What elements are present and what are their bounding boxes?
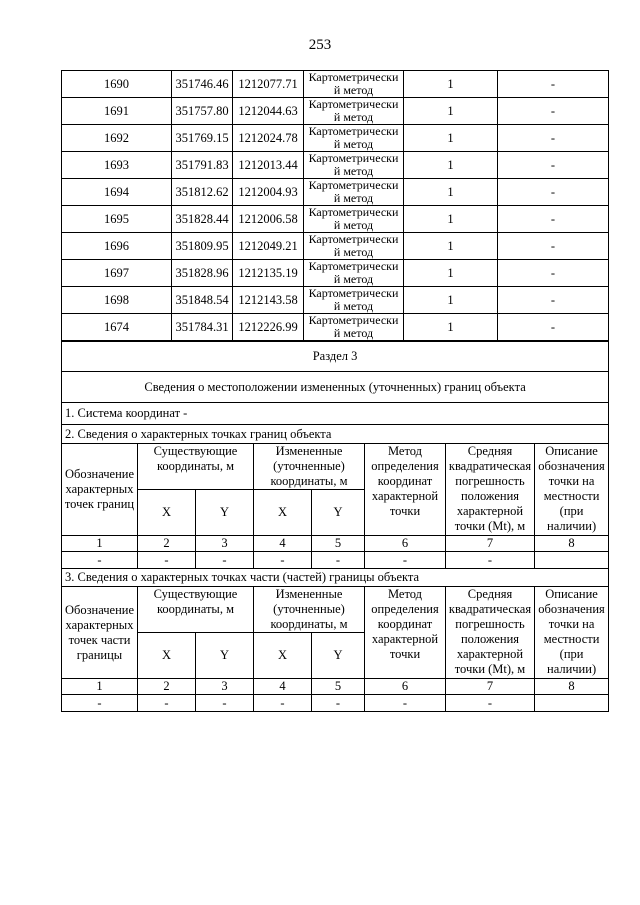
col-designation: Обозначение характерных точек границ [62, 444, 138, 536]
cell-id: 1694 [62, 179, 172, 206]
cell-method: Картометрически й метод [304, 179, 404, 206]
table-cell: - [138, 552, 196, 569]
table-row [62, 179, 609, 206]
col-changed: Измененные (уточненные) координаты, м [254, 444, 365, 490]
table-row [62, 125, 609, 152]
cell-description: - [498, 287, 609, 314]
cell-method: Картометрически й метод [304, 152, 404, 179]
section-title: Раздел 3 [62, 342, 609, 372]
cell-y: 1212006.58 [233, 206, 304, 233]
table-row [62, 314, 609, 341]
table-cell [535, 552, 609, 569]
cell-accuracy: 1 [404, 98, 498, 125]
cell-method: Картометрически й метод [304, 260, 404, 287]
table-cell: 4 [254, 679, 312, 695]
cell-accuracy: 1 [404, 152, 498, 179]
coord-system: 1. Система координат - [62, 403, 609, 425]
page-number: 253 [308, 37, 332, 53]
cell-description: - [498, 314, 609, 341]
col-existing-x: X [138, 490, 196, 536]
cell-y: 1212135.19 [233, 260, 304, 287]
coord-system-row [62, 403, 609, 425]
cell-method: Картометрически й метод [304, 314, 404, 341]
col-existing-x: X [138, 633, 196, 679]
cell-description: - [498, 179, 609, 206]
part3-title: 3. Сведения о характерных точках части (частей) границы объекта [62, 569, 609, 587]
points-table [61, 70, 609, 341]
cell-id: 1695 [62, 206, 172, 233]
points-table-body [62, 71, 609, 341]
cell-id: 1674 [62, 314, 172, 341]
cell-description: - [498, 98, 609, 125]
table-cell: - [138, 695, 196, 712]
cell-id: 1698 [62, 287, 172, 314]
part2-header-row [62, 444, 609, 490]
table-cell [535, 695, 609, 712]
col-changed-y: Y [312, 633, 365, 679]
col-changed-x: X [254, 633, 312, 679]
table-cell: 2 [138, 679, 196, 695]
cell-accuracy: 1 [404, 233, 498, 260]
cell-x: 351757.80 [172, 98, 233, 125]
cell-x: 351828.44 [172, 206, 233, 233]
cell-y: 1212024.78 [233, 125, 304, 152]
cell-accuracy: 1 [404, 125, 498, 152]
table-cell: 6 [365, 536, 446, 552]
col-designation: Обозначение характерных точек части границы [62, 587, 138, 679]
table-cell: 3 [196, 536, 254, 552]
table-cell: - [365, 552, 446, 569]
col-accuracy: Средняя квадратическая погрешность положения характерной точки (Mt), м [446, 587, 535, 679]
cell-x: 351746.46 [172, 71, 233, 98]
col-method: Метод определения координат характерной точки [365, 587, 446, 679]
table-cell: 7 [446, 536, 535, 552]
cell-y: 1212013.44 [233, 152, 304, 179]
table-cell: 1 [62, 536, 138, 552]
cell-x: 351848.54 [172, 287, 233, 314]
part2-number-row [62, 536, 609, 552]
section3-table [61, 341, 609, 712]
cell-description: - [498, 260, 609, 287]
part2-title-row [62, 425, 609, 444]
cell-accuracy: 1 [404, 71, 498, 98]
table-cell: - [446, 552, 535, 569]
table-row [62, 287, 609, 314]
col-method: Метод определения координат характерной точки [365, 444, 446, 536]
col-existing: Существующие координаты, м [138, 587, 254, 633]
cell-id: 1697 [62, 260, 172, 287]
cell-id: 1692 [62, 125, 172, 152]
cell-x: 351828.96 [172, 260, 233, 287]
table-cell: - [254, 695, 312, 712]
section-title-row [62, 342, 609, 372]
col-description: Описание обозначения точки на местности (при наличии) [535, 444, 609, 536]
cell-description: - [498, 233, 609, 260]
cell-description: - [498, 125, 609, 152]
part2-data-row [62, 552, 609, 569]
table-row [62, 152, 609, 179]
cell-id: 1691 [62, 98, 172, 125]
cell-y: 1212143.58 [233, 287, 304, 314]
cell-y: 1212044.63 [233, 98, 304, 125]
table-cell: 2 [138, 536, 196, 552]
part3-header-row [62, 587, 609, 633]
cell-x: 351769.15 [172, 125, 233, 152]
table-cell: - [62, 552, 138, 569]
cell-id: 1690 [62, 71, 172, 98]
table-cell: - [312, 695, 365, 712]
col-description: Описание обозначения точки на местности (при наличии) [535, 587, 609, 679]
cell-x: 351812.62 [172, 179, 233, 206]
table-cell: 5 [312, 536, 365, 552]
cell-method: Картометрически й метод [304, 71, 404, 98]
cell-method: Картометрически й метод [304, 206, 404, 233]
table-cell: - [312, 552, 365, 569]
cell-id: 1693 [62, 152, 172, 179]
table-cell: - [446, 695, 535, 712]
table-cell: 4 [254, 536, 312, 552]
cell-y: 1212004.93 [233, 179, 304, 206]
cell-method: Картометрически й метод [304, 287, 404, 314]
cell-y: 1212226.99 [233, 314, 304, 341]
table-row [62, 98, 609, 125]
cell-method: Картометрически й метод [304, 98, 404, 125]
section-subtitle-row [62, 372, 609, 403]
col-changed-y: Y [312, 490, 365, 536]
part3-number-row [62, 679, 609, 695]
table-cell: 1 [62, 679, 138, 695]
cell-x: 351809.95 [172, 233, 233, 260]
table-row [62, 260, 609, 287]
table-cell: - [196, 552, 254, 569]
cell-accuracy: 1 [404, 260, 498, 287]
cell-description: - [498, 152, 609, 179]
section-subtitle: Сведения о местоположении измененных (уточненных) границ объекта [62, 372, 609, 403]
part2-title: 2. Сведения о характерных точках границ объекта [62, 425, 609, 444]
table-cell: 6 [365, 679, 446, 695]
cell-method: Картометрически й метод [304, 125, 404, 152]
cell-y: 1212077.71 [233, 71, 304, 98]
table-cell: 7 [446, 679, 535, 695]
cell-id: 1696 [62, 233, 172, 260]
table-cell: - [62, 695, 138, 712]
col-existing-y: Y [196, 633, 254, 679]
table-row [62, 206, 609, 233]
table-cell: - [365, 695, 446, 712]
table-cell: - [254, 552, 312, 569]
col-accuracy: Средняя квадратическая погрешность положения характерной точки (Mt), м [446, 444, 535, 536]
table-cell: - [196, 695, 254, 712]
table-row [62, 233, 609, 260]
table-cell: 3 [196, 679, 254, 695]
cell-x: 351791.83 [172, 152, 233, 179]
cell-description: - [498, 206, 609, 233]
col-changed-x: X [254, 490, 312, 536]
cell-accuracy: 1 [404, 206, 498, 233]
table-cell: 8 [535, 679, 609, 695]
cell-accuracy: 1 [404, 179, 498, 206]
col-existing-y: Y [196, 490, 254, 536]
table-row [62, 71, 609, 98]
cell-accuracy: 1 [404, 287, 498, 314]
part3-data-row [62, 695, 609, 712]
cell-description: - [498, 71, 609, 98]
table-cell: 8 [535, 536, 609, 552]
col-existing: Существующие координаты, м [138, 444, 254, 490]
cell-accuracy: 1 [404, 314, 498, 341]
cell-y: 1212049.21 [233, 233, 304, 260]
cell-x: 351784.31 [172, 314, 233, 341]
table-cell: 5 [312, 679, 365, 695]
col-changed: Измененные (уточненные) координаты, м [254, 587, 365, 633]
part3-title-row [62, 569, 609, 587]
cell-method: Картометрически й метод [304, 233, 404, 260]
